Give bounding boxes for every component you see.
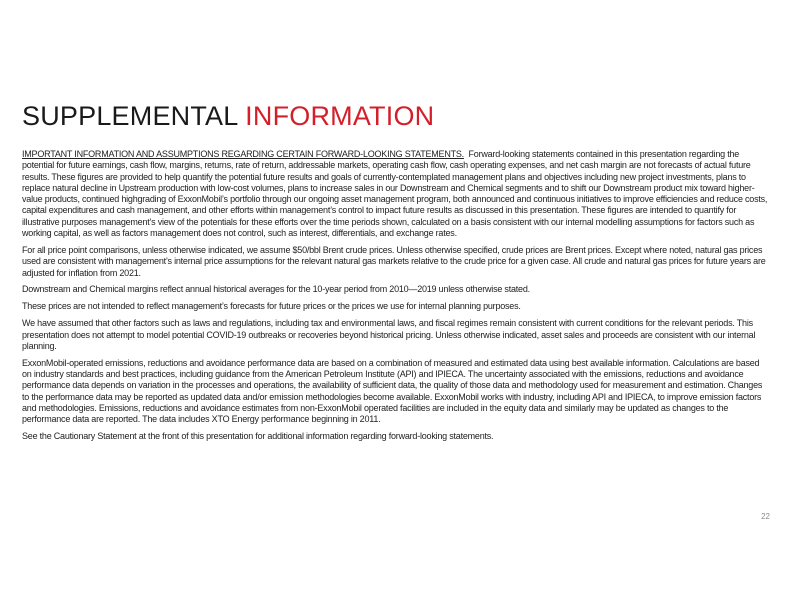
paragraph-price-assumptions: For all price point comparisons, unless otherwise indicated, we assume $50/bbl Brent crude prices. Unless otherwise specified, crude prices are Brent prices. Except where noted, natural gas prices used are consistent with management’s internal price assumptions for the relevant natural gas markets relative to the crude price for a given case. All crude and natural gas prices for future years are adjusted for inflation from 2021. bbox=[22, 244, 766, 278]
paragraph-cautionary: See the Cautionary Statement at the front of this presentation for additional information regarding forward-looking statements. bbox=[22, 431, 494, 442]
paragraph-forward-looking bbox=[22, 149, 770, 239]
paragraph-emissions: ExxonMobil-operated emissions, reductions and avoidance performance data are based on a combination of measured and estimated data using best available information. Calculations are based on industry standards and best practices, including guidance from the American Petroleum Institute (API) and IPIECA. The uncertainty associated with the emissions, reductions and avoidance performance data depends on variation in the processes and operations, the availability of sufficient data, the quality of those data and methodology used for measurement and estimation. Changes to the performance data may be reported as updated data and/or emission methodologies become available. ExxonMobil works with industry, including API and IPIECA, to improve emission factors and methodologies. Emissions, reductions and avoidance estimates from non-ExxonMobil operated facilities are included in the equity data and similarly may be updated as changes to the performance data are reported. The data includes XTO Energy performance beginning in 2011. bbox=[22, 357, 763, 425]
paragraph-prices-not-forecast: These prices are not intended to reflect management’s forecasts for future prices or the prices we use for internal planning purposes. bbox=[22, 301, 521, 312]
document-body bbox=[22, 149, 770, 448]
paragraph-1-text: Forward-looking statements contained in this presentation regarding the potential for future earnings, cash flow, margins, returns, rate of return, addressable markets, operating cash flow, cash operating expenses, and net cash margin are not forecasts of actual future results. These figures are provided to help quantify the potential future results and goals of currently-contemplated management plans and objectives including new project investments, plans to replace natural decline in Upstream production with low-cost volumes, plans to increase sales in our Downstream and Chemical segments and to shift our Downstream product mix toward higher-value products, continued highgrading of ExxonMobil’s portfolio through our ongoing asset management program, both announced and continuous initiatives to improve efficiencies and reduce costs, capital expenditures and cash management, and other efforts within management’s control to impact future results as discussed in this presentation. These figures are intended to quantify for illustrative purposes management’s view of the potentials for these efforts over the time periods shown, calculated on a basis consistent with our internal modelling assumptions for factors such as working capital, as well as factors management does not control, such as interest, differentials, and exchange rates. bbox=[22, 149, 768, 239]
lead-heading: IMPORTANT INFORMATION AND ASSUMPTIONS REGARDING CERTAIN FORWARD-LOOKING STATEMENTS. bbox=[22, 149, 464, 159]
paragraph-margins: Downstream and Chemical margins reflect annual historical averages for the 10-year period from 2010—2019 unless otherwise stated. bbox=[22, 284, 530, 295]
page-title-word-supplemental: SUPPLEMENTAL bbox=[22, 101, 238, 131]
page-title-word-information: INFORMATION bbox=[245, 101, 435, 131]
paragraph-other-factors: We have assumed that other factors such as laws and regulations, including tax and environmental laws, and fiscal regimes remain consistent with current conditions for the relevant periods. This presentation does not attempt to model potential COVID-19 outbreaks or recoveries beyond historical pricing. Unless otherwise indicated, asset sales and proceeds are consistent with our internal planning. bbox=[22, 318, 756, 351]
page-number: 22 bbox=[761, 512, 770, 521]
page-title bbox=[22, 100, 434, 132]
